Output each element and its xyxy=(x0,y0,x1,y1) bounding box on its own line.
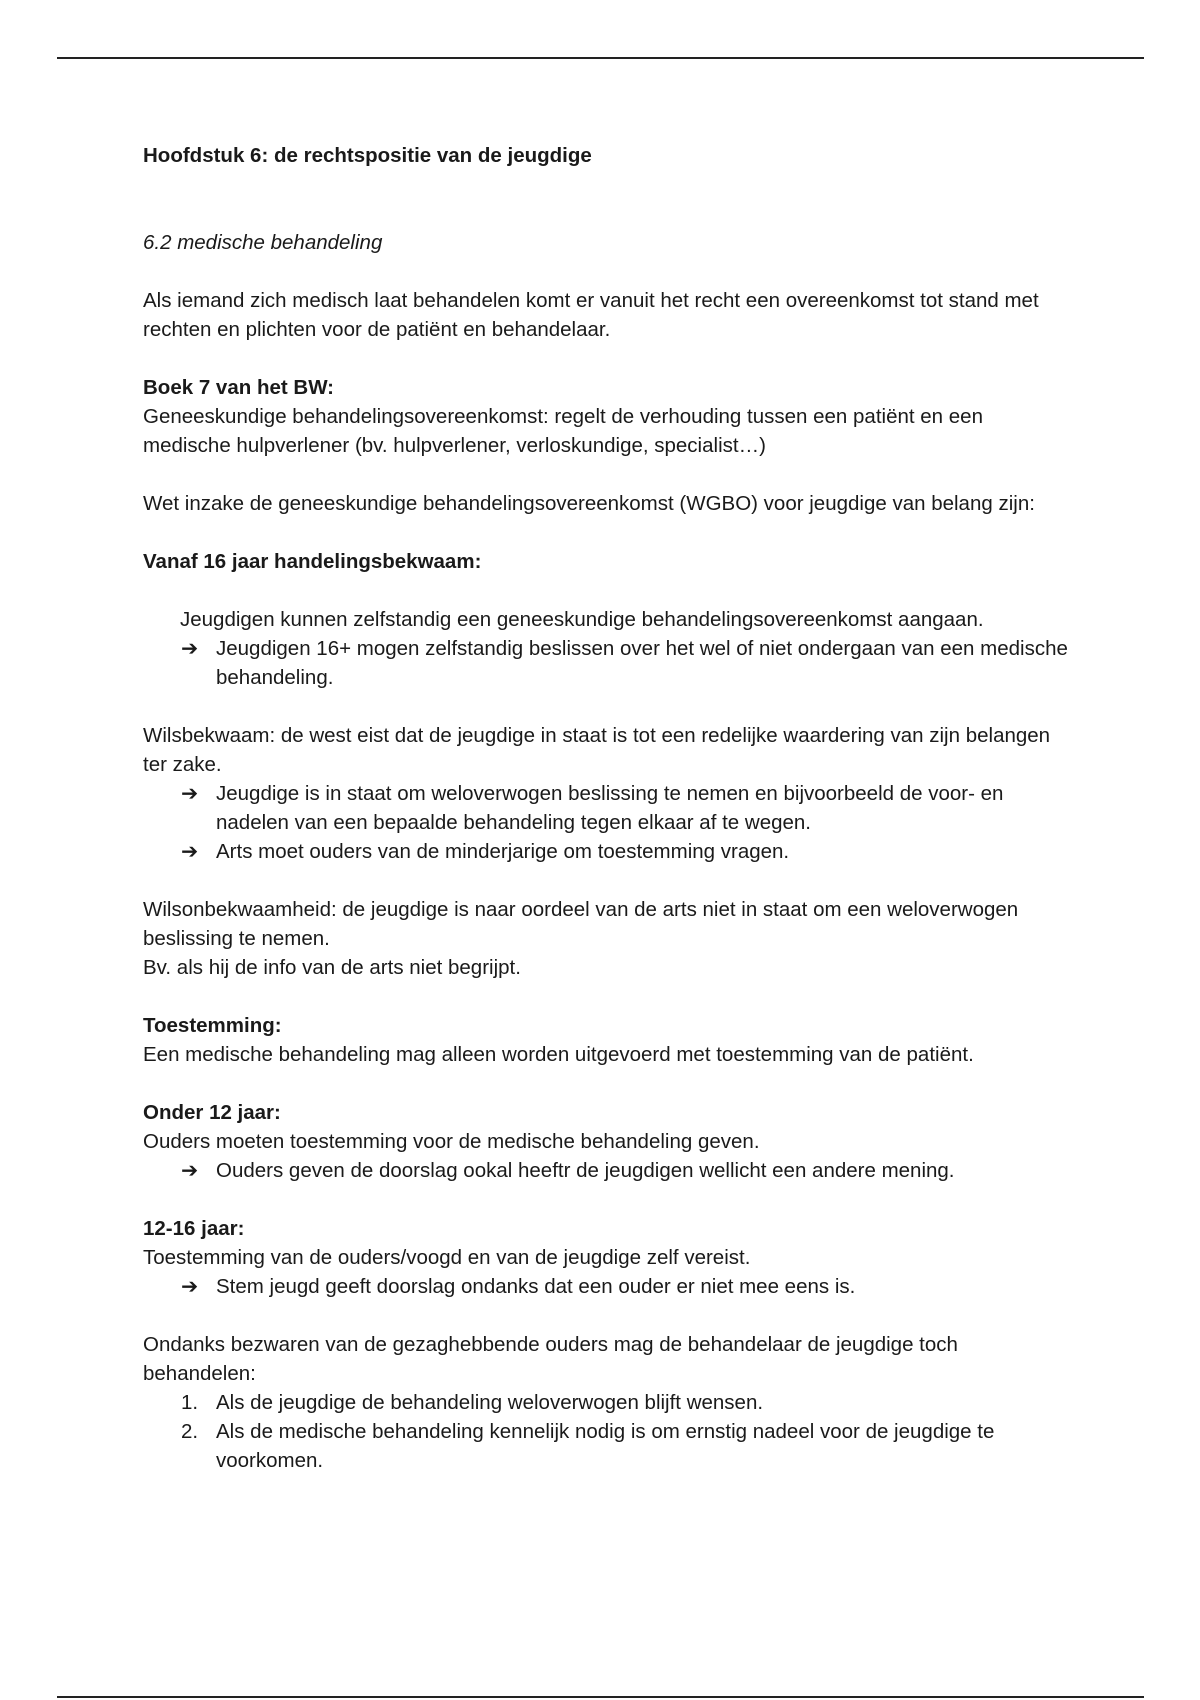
header-rule xyxy=(57,57,1144,59)
vanaf16-arrow-list xyxy=(143,634,1073,692)
arrow-icon: ➔ xyxy=(181,840,199,863)
arrow-icon: ➔ xyxy=(181,782,199,805)
list-item-text: Als de medische behandeling kennelijk nodig is om ernstig nadeel voor de jeugdige te voorkomen. xyxy=(216,1420,995,1472)
arrow-icon: ➔ xyxy=(181,637,199,660)
list-item-text: Arts moet ouders van de minderjarige om toestemming vragen. xyxy=(216,840,790,863)
age1216-arrow-list xyxy=(143,1272,1073,1301)
bw-heading: Boek 7 van het BW: xyxy=(143,376,334,399)
vanaf16-heading: Vanaf 16 jaar handelingsbekwaam: xyxy=(143,550,482,573)
age1216-heading: 12-16 jaar: xyxy=(143,1217,245,1240)
list-item-text: Jeugdigen 16+ mogen zelfstandig beslissen over het wel of niet ondergaan van een medische behandeling. xyxy=(216,637,1068,689)
wilsbekwaam-paragraph: Wilsbekwaam: de west eist dat de jeugdige in staat is tot een redelijke waardering van zijn belangen ter zake. xyxy=(143,724,1051,776)
list-number: 2. xyxy=(181,1420,199,1443)
ondanks-numbered-list xyxy=(143,1388,1073,1475)
arrow-icon: ➔ xyxy=(181,1275,199,1298)
bw-paragraph: Geneeskundige behandelingsovereenkomst: regelt de verhouding tussen een patiënt en een medische hulpverlener (bv. hulpverlener, verloskundige, specialist…) xyxy=(143,405,983,457)
list-item-text: Jeugdige is in staat om weloverwogen beslissing te nemen en bijvoorbeeld de voor- en nadelen van een bepaalde behandeling tegen elkaar af te wegen. xyxy=(216,782,1004,834)
list-item-text: Stem jeugd geeft doorslag ondanks dat een ouder er niet mee eens is. xyxy=(216,1275,856,1298)
document-body xyxy=(143,141,1073,1475)
arrow-icon: ➔ xyxy=(181,1159,199,1182)
wilsonbekwaam-paragraph: Wilsonbekwaamheid: de jeugdige is naar oordeel van de arts niet in staat om een weloverwogen beslissing te nemen. xyxy=(143,898,1019,950)
wgbo-paragraph: Wet inzake de geneeskundige behandelingsovereenkomst (WGBO) voor jeugdige van belang zijn: xyxy=(143,492,1035,515)
list-item xyxy=(143,634,1073,692)
wilsbekwaam-arrow-list xyxy=(143,779,1073,866)
list-item xyxy=(143,1272,1073,1301)
wilsonbekwaam-example: Bv. als hij de info van de arts niet begrijpt. xyxy=(143,956,521,979)
list-item xyxy=(143,1388,1073,1417)
age1216-paragraph: Toestemming van de ouders/voogd en van de jeugdige zelf vereist. xyxy=(143,1246,751,1269)
list-item xyxy=(143,1156,1073,1185)
list-item-text: Als de jeugdige de behandeling weloverwogen blijft wensen. xyxy=(216,1391,764,1414)
toestemming-heading: Toestemming: xyxy=(143,1014,282,1037)
intro-paragraph: Als iemand zich medisch laat behandelen komt er vanuit het recht een overeenkomst tot stand met rechten en plichten voor de patiënt en behandelaar. xyxy=(143,289,1039,341)
onder12-arrow-list xyxy=(143,1156,1073,1185)
ondanks-paragraph: Ondanks bezwaren van de gezaghebbende ouders mag de behandelaar de jeugdige toch behandelen: xyxy=(143,1333,958,1385)
list-item-text: Ouders geven de doorslag ookal heeftr de jeugdigen wellicht een andere mening. xyxy=(216,1159,955,1182)
footer-rule xyxy=(57,1696,1144,1698)
onder12-paragraph: Ouders moeten toestemming voor de medische behandeling geven. xyxy=(143,1130,760,1153)
list-item xyxy=(143,837,1073,866)
list-number: 1. xyxy=(181,1391,199,1414)
list-item xyxy=(143,1417,1073,1475)
onder12-heading: Onder 12 jaar: xyxy=(143,1101,281,1124)
section-heading: 6.2 medische behandeling xyxy=(143,231,383,254)
chapter-title: Hoofdstuk 6: de rechtspositie van de jeugdige xyxy=(143,144,592,167)
list-item xyxy=(143,779,1073,837)
toestemming-paragraph: Een medische behandeling mag alleen worden uitgevoerd met toestemming van de patiënt. xyxy=(143,1043,974,1066)
vanaf16-paragraph: Jeugdigen kunnen zelfstandig een geneeskundige behandelingsovereenkomst aangaan. xyxy=(180,608,984,631)
